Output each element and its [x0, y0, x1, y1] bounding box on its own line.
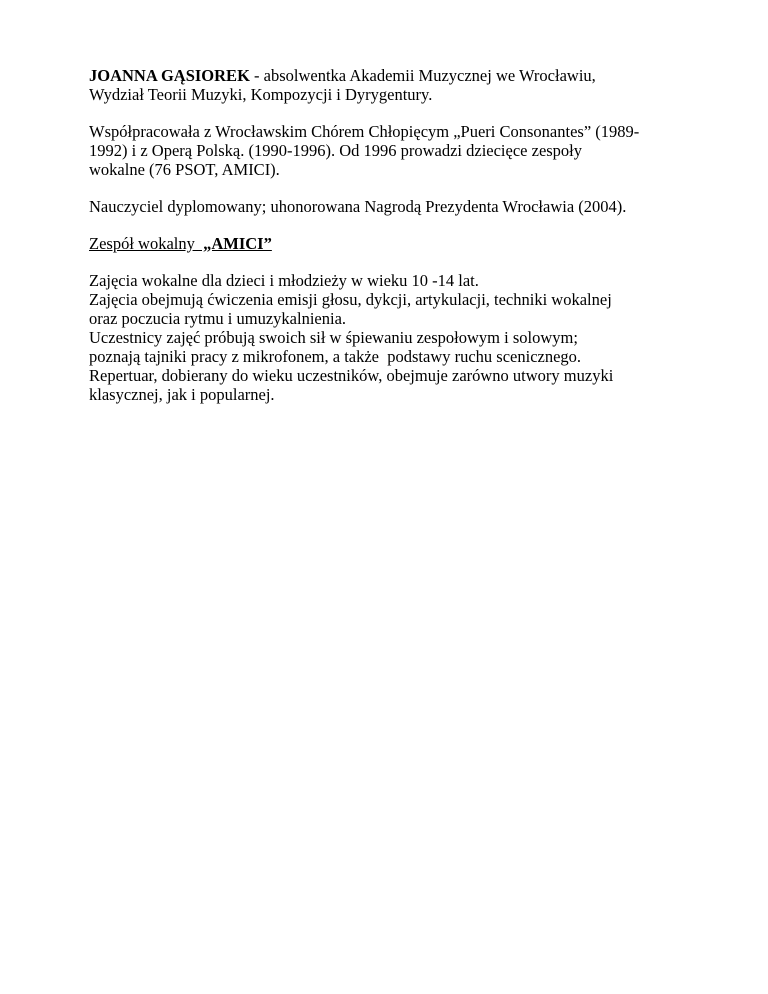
description-line: Repertuar, dobierany do wieku uczestników, obejmuje zarówno utwory muzyki: [89, 366, 614, 385]
description-line: klasycznej, jak i popularnej.: [89, 385, 275, 404]
document-page: [89, 66, 729, 422]
bio-intro-rest: - absolwentka Akademii Muzycznej we Wrocławiu,: [249, 66, 596, 85]
ensemble-name: „AMICI”: [198, 234, 272, 253]
description-line: Zajęcia wokalne dla dzieci i młodzieży w wieku 10 -14 lat.: [89, 271, 479, 290]
ensemble-label: Zespół wokalny: [89, 234, 199, 253]
collaboration-line: 1992) i z Operą Polską. (1990-1996). Od 1996 prowadzi dziecięce zespoły: [89, 141, 583, 160]
description-line: poznają tajniki pracy z mikrofonem, a także podstawy ruchu scenicznego.: [89, 347, 582, 366]
award-line: Nauczyciel dyplomowany; uhonorowana Nagrodą Prezydenta Wrocławia (2004).: [89, 197, 627, 216]
collaboration-line: Współpracowała z Wrocławskim Chórem Chłopięcym „Pueri Consonantes” (1989-: [89, 122, 640, 141]
collaboration-paragraph: [89, 122, 729, 179]
description-line: oraz poczucia rytmu i umuzykalnienia.: [89, 309, 347, 328]
description-paragraph: [89, 271, 729, 404]
award-paragraph: [89, 197, 729, 216]
bio-line-2: Wydział Teorii Muzyki, Kompozycji i Dyrygentury.: [89, 85, 433, 104]
description-line: Uczestnicy zajęć próbują swoich sił w śpiewaniu zespołowym i solowym;: [89, 328, 578, 347]
ensemble-heading: [89, 234, 729, 253]
ensemble-heading-line: [89, 234, 729, 253]
bio-name: JOANNA GĄSIOREK: [89, 66, 250, 85]
bio-line-1: [89, 66, 729, 85]
collaboration-line: wokalne (76 PSOT, AMICI).: [89, 160, 280, 179]
description-line: Zajęcia obejmują ćwiczenia emisji głosu, dykcji, artykulacji, techniki wokalnej: [89, 290, 612, 309]
bio-paragraph: [89, 66, 729, 104]
